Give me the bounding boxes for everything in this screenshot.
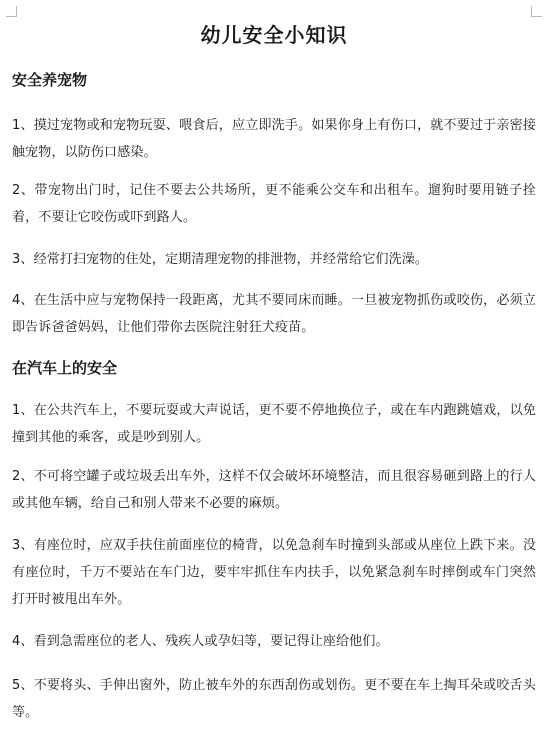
page-corner-mark-top-right — [531, 6, 542, 17]
car-safety-item-1: 1、在公共汽车上，不要玩耍或大声说话，更不要不停地换位子，或在车内跑跳嬉戏，以免撞到其他的乘客，或是吵到别人。 — [12, 403, 536, 445]
document-title: 幼儿安全小知识 — [200, 23, 348, 47]
car-safety-item-2: 2、不可将空罐子或垃圾丢出车外，这样不仅会破坏环境整洁，而且很容易砸到路上的行人或其他车辆，给自己和别人带来不必要的麻烦。 — [12, 469, 536, 511]
car-safety-item-5: 5、不要将头、手伸出窗外，防止被车外的东西刮伤或划伤。更不要在车上掏耳朵或咬舌头等。 — [12, 678, 536, 720]
car-safety-item-3: 3、有座位时，应双手扶住前面座位的椅背，以免急刹车时撞到头部或从座位上跌下来。没有座位时，千万不要站在车门边，要牢牢抓住车内扶手，以免紧急刹车时摔倒或车门突然打开时被甩出车外。 — [12, 538, 536, 607]
section-heading-car-safety: 在汽车上的安全 — [12, 359, 118, 377]
pet-safety-item-1: 1、摸过宠物或和宠物玩耍、喂食后，应立即洗手。如果你身上有伤口，就不要过于亲密接触宠物，以防伤口感染。 — [12, 118, 536, 160]
pet-safety-item-4: 4、在生活中应与宠物保持一段距离，尤其不要同床而睡。一旦被宠物抓伤或咬伤，必须立即告诉爸爸妈妈，让他们带你去医院注射狂犬疫苗。 — [12, 293, 536, 335]
car-safety-item-4: 4、看到急需座位的老人、残疾人或孕妇等，要记得让座给他们。 — [12, 634, 389, 649]
page-corner-mark-top-left — [6, 6, 17, 17]
pet-safety-item-2: 2、带宠物出门时，记住不要去公共场所，更不能乘公交车和出租车。遛狗时要用链子拴着，不要让它咬伤或吓到路人。 — [12, 183, 536, 225]
section-heading-pet-safety: 安全养宠物 — [12, 71, 88, 89]
pet-safety-item-3: 3、经常打扫宠物的住处，定期清理宠物的排泄物，并经常给它们洗澡。 — [12, 252, 429, 267]
